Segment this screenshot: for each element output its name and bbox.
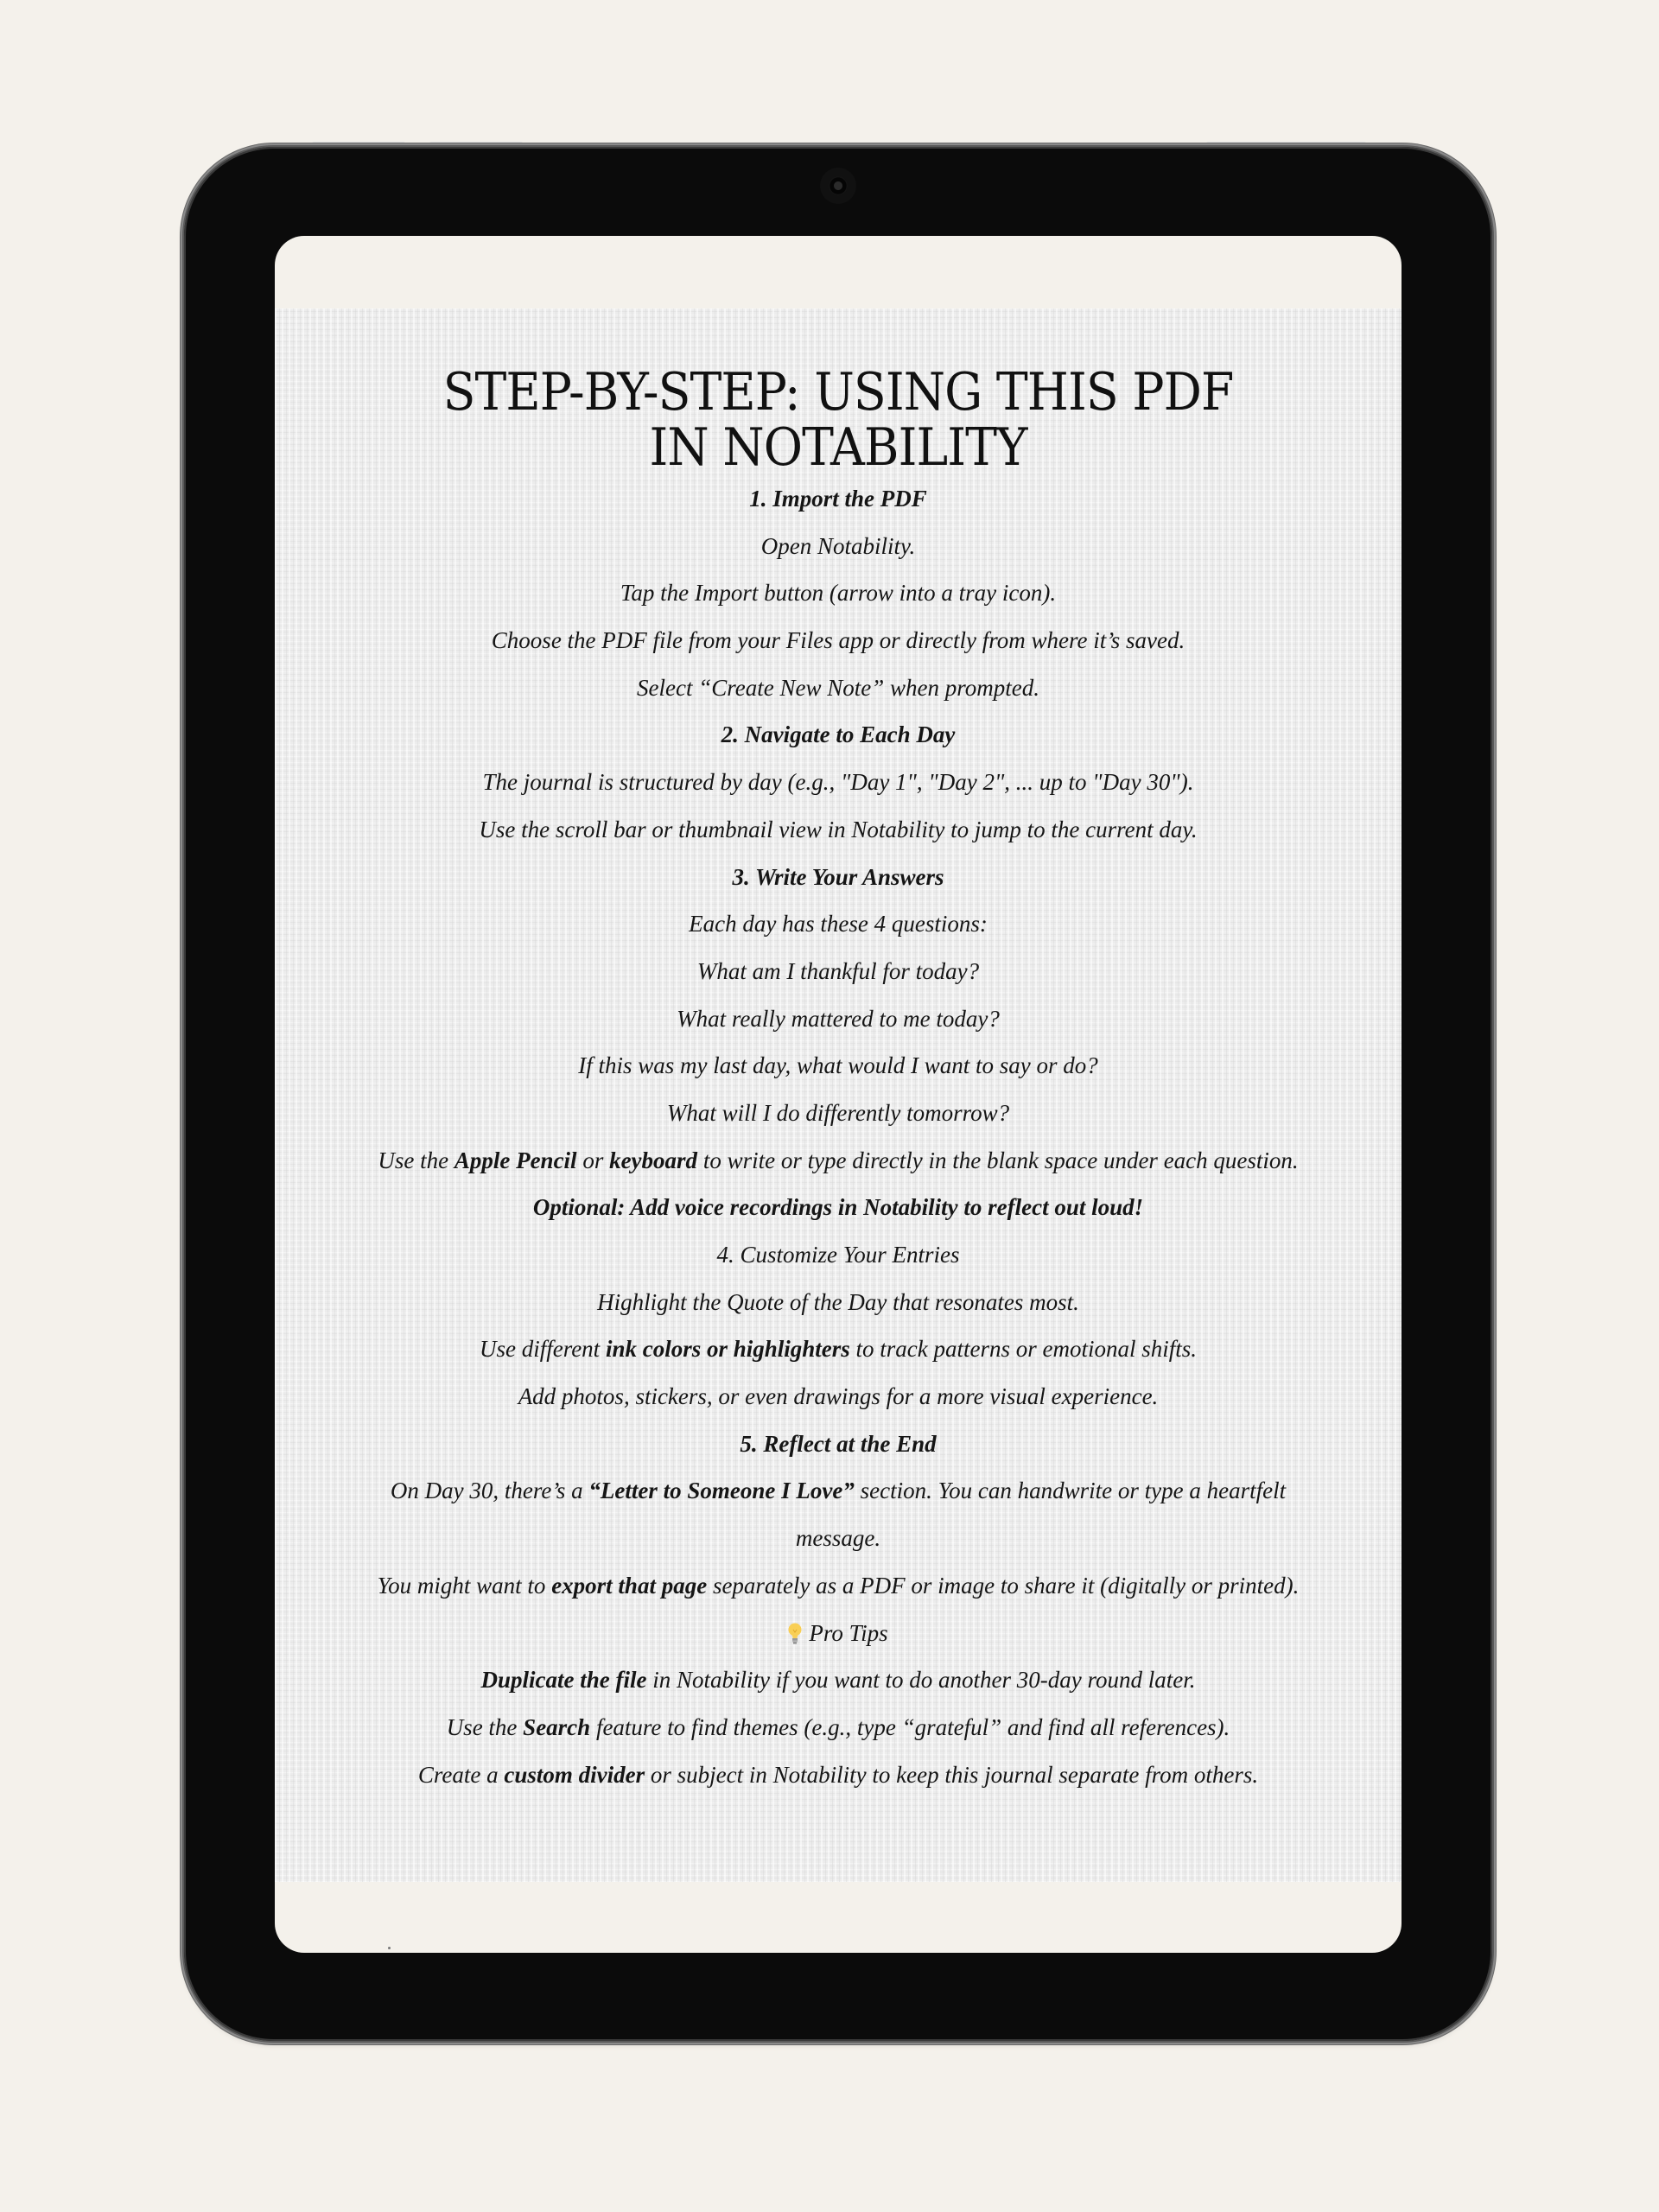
emphasis-keyboard: keyboard — [609, 1147, 698, 1173]
instruction-line-ink — [275, 1325, 1402, 1373]
instruction-line: Use the scroll bar or thumbnail view in Notability to jump to the current day. — [479, 816, 1198, 842]
instruction-line: Highlight the Quote of the Day that resonates most. — [597, 1288, 1079, 1315]
tablet-screen — [275, 236, 1402, 1953]
pro-tip-item — [275, 1704, 1402, 1751]
text-run: Use different — [479, 1336, 606, 1363]
page-title — [320, 362, 1357, 478]
optional-note: Optional: Add voice recordings in Notability to reflect out loud! — [532, 1194, 1144, 1221]
instruction-line: Select “Create New Note” when prompted. — [637, 674, 1039, 701]
text-run: You might want to — [377, 1572, 552, 1599]
question-item: What really mattered to me today? — [677, 1005, 1000, 1032]
instruction-line: Add photos, stickers, or even drawings for a more visual experience. — [518, 1383, 1159, 1410]
pdf-page[interactable] — [275, 308, 1402, 1882]
light-bulb-icon — [788, 1623, 802, 1645]
instruction-line-letter — [275, 1467, 1402, 1515]
question-item: What will I do differently tomorrow? — [666, 1099, 1010, 1126]
section-heading-write: 3. Write Your Answers — [732, 863, 944, 890]
emphasis-duplicate: Duplicate the file — [480, 1667, 647, 1694]
page-title-line-2: IN NOTABILITY — [649, 417, 1027, 478]
pro-tip-item — [275, 1751, 1402, 1799]
text-run: Use the — [378, 1147, 454, 1173]
page-speck — [388, 1947, 391, 1949]
instruction-line: The journal is structured by day (e.g., "Day 1", "Day 2", ... up to "Day 30"). — [482, 769, 1194, 796]
emphasis-search: Search — [523, 1713, 591, 1740]
emphasis-export: export that page — [551, 1572, 708, 1599]
question-item: What am I thankful for today? — [696, 957, 980, 984]
text-run: or — [576, 1147, 610, 1173]
front-camera-icon — [829, 176, 848, 195]
questions-intro: Each day has these 4 questions: — [689, 911, 988, 938]
pro-tips-heading — [275, 1610, 1402, 1657]
text-run: to track patterns or emotional shifts. — [849, 1336, 1198, 1363]
tablet-device-frame — [184, 147, 1492, 2041]
text-run: On Day 30, there’s a — [390, 1478, 589, 1504]
question-item: If this was my last day, what would I want to say or do? — [578, 1052, 1098, 1079]
emphasis-divider: custom divider — [504, 1761, 645, 1788]
section-heading-customize: 4. Customize Your Entries — [716, 1242, 960, 1268]
section-heading-import: 1. Import the PDF — [749, 486, 927, 512]
pro-tip-item — [275, 1656, 1402, 1704]
pro-tips-label: Pro Tips — [809, 1619, 888, 1646]
text-run: Use the — [446, 1713, 524, 1740]
instruction-line-wrap: message. — [795, 1525, 881, 1552]
section-heading-navigate: 2. Navigate to Each Day — [721, 721, 956, 748]
instruction-line: Choose the PDF file from your Files app or directly from where it’s saved. — [491, 627, 1185, 654]
emphasis-apple-pencil: Apple Pencil — [454, 1147, 577, 1173]
instruction-line: Open Notability. — [760, 532, 916, 559]
text-run: or subject in Notability to keep this journal separate from others. — [645, 1761, 1259, 1788]
instruction-line-tools — [275, 1137, 1402, 1185]
text-run: to write or type directly in the blank space under each question. — [697, 1147, 1299, 1173]
instructions-body — [275, 475, 1402, 1798]
page-title-line-1: STEP-BY-STEP: USING THIS PDF — [442, 362, 1234, 423]
text-run: in Notability if you want to do another 30-day round later. — [646, 1667, 1196, 1694]
text-run: feature to find themes (e.g., type “grateful” and find all references). — [590, 1713, 1230, 1740]
section-heading-reflect: 5. Reflect at the End — [740, 1430, 937, 1457]
instruction-line-export — [275, 1562, 1402, 1610]
instruction-line: Tap the Import button (arrow into a tray icon). — [620, 580, 1057, 607]
text-run: section. You can handwrite or type a heartfelt — [854, 1478, 1287, 1504]
emphasis-ink-colors: ink colors or highlighters — [605, 1336, 850, 1363]
text-run: separately as a PDF or image to share it (digitally or printed). — [707, 1572, 1300, 1599]
text-run: Create a — [417, 1761, 505, 1788]
emphasis-letter: “Letter to Someone I Love” — [588, 1478, 855, 1504]
